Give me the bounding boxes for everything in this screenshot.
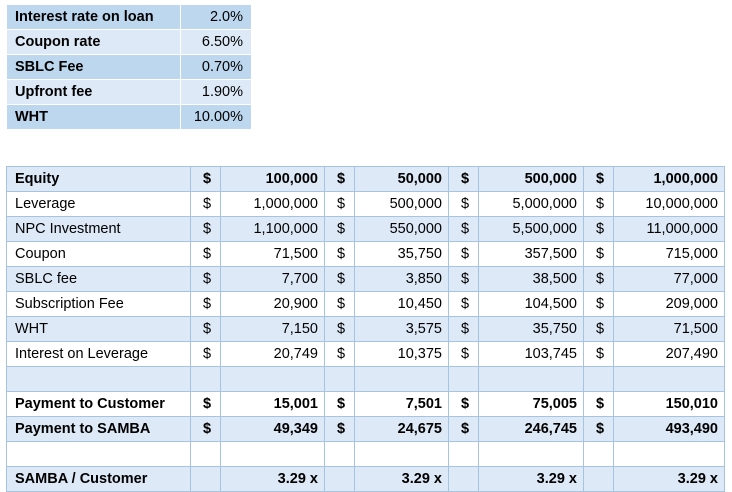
spacer-row [7, 442, 725, 467]
value-cell: 357,500 [479, 242, 584, 267]
param-label: Coupon rate [7, 30, 181, 55]
value-cell: 10,450 [355, 292, 449, 317]
value-cell: 1,000,000 [614, 167, 725, 192]
param-row [7, 80, 252, 105]
empty-cell [7, 442, 191, 467]
row-label: Coupon [7, 242, 191, 267]
param-row [7, 55, 252, 80]
empty-cell [614, 367, 725, 392]
table-row [7, 167, 725, 192]
param-value: 6.50% [181, 30, 252, 55]
table-row [7, 467, 725, 492]
param-value: 10.00% [181, 105, 252, 130]
loan-parameters-table [6, 4, 252, 130]
currency-symbol: $ [449, 292, 479, 317]
value-cell: 10,375 [355, 342, 449, 367]
value-cell: 3.29 x [479, 467, 584, 492]
row-label: Payment to SAMBA [7, 417, 191, 442]
value-cell: 7,501 [355, 392, 449, 417]
currency-symbol: $ [449, 192, 479, 217]
currency-symbol: $ [325, 192, 355, 217]
value-cell: 71,500 [614, 317, 725, 342]
currency-symbol [584, 467, 614, 492]
value-cell: 493,490 [614, 417, 725, 442]
table-row [7, 392, 725, 417]
param-label: SBLC Fee [7, 55, 181, 80]
row-label: WHT [7, 317, 191, 342]
currency-symbol: $ [325, 342, 355, 367]
currency-symbol: $ [325, 317, 355, 342]
empty-cell [221, 442, 325, 467]
value-cell: 75,005 [479, 392, 584, 417]
value-cell: 246,745 [479, 417, 584, 442]
spacer-row [7, 367, 725, 392]
empty-cell [221, 367, 325, 392]
param-value: 0.70% [181, 55, 252, 80]
value-cell: 104,500 [479, 292, 584, 317]
empty-cell [614, 442, 725, 467]
currency-symbol: $ [449, 267, 479, 292]
row-label: Equity [7, 167, 191, 192]
value-cell: 209,000 [614, 292, 725, 317]
value-cell: 5,500,000 [479, 217, 584, 242]
row-label: Payment to Customer [7, 392, 191, 417]
row-label: SBLC fee [7, 267, 191, 292]
param-value: 2.0% [181, 5, 252, 30]
investment-scenarios-table [6, 166, 725, 492]
currency-symbol: $ [584, 217, 614, 242]
currency-symbol: $ [584, 242, 614, 267]
empty-cell [449, 442, 479, 467]
param-row [7, 30, 252, 55]
currency-symbol: $ [191, 392, 221, 417]
table-row [7, 267, 725, 292]
empty-cell [479, 442, 584, 467]
empty-cell [325, 367, 355, 392]
currency-symbol: $ [325, 217, 355, 242]
value-cell: 24,675 [355, 417, 449, 442]
value-cell: 207,490 [614, 342, 725, 367]
currency-symbol: $ [449, 217, 479, 242]
currency-symbol: $ [584, 392, 614, 417]
table-row [7, 417, 725, 442]
empty-cell [191, 367, 221, 392]
row-label: SAMBA / Customer [7, 467, 191, 492]
value-cell: 5,000,000 [479, 192, 584, 217]
value-cell: 50,000 [355, 167, 449, 192]
table-row [7, 292, 725, 317]
value-cell: 20,749 [221, 342, 325, 367]
currency-symbol: $ [449, 317, 479, 342]
currency-symbol: $ [191, 292, 221, 317]
value-cell: 11,000,000 [614, 217, 725, 242]
value-cell: 1,000,000 [221, 192, 325, 217]
empty-cell [325, 442, 355, 467]
currency-symbol: $ [584, 192, 614, 217]
value-cell: 7,700 [221, 267, 325, 292]
value-cell: 550,000 [355, 217, 449, 242]
currency-symbol: $ [325, 292, 355, 317]
value-cell: 38,500 [479, 267, 584, 292]
currency-symbol: $ [584, 317, 614, 342]
value-cell: 10,000,000 [614, 192, 725, 217]
param-label: WHT [7, 105, 181, 130]
empty-cell [7, 367, 191, 392]
empty-cell [191, 442, 221, 467]
value-cell: 49,349 [221, 417, 325, 442]
currency-symbol: $ [191, 417, 221, 442]
value-cell: 3,850 [355, 267, 449, 292]
currency-symbol: $ [325, 167, 355, 192]
currency-symbol: $ [191, 317, 221, 342]
value-cell: 150,010 [614, 392, 725, 417]
currency-symbol: $ [325, 392, 355, 417]
currency-symbol: $ [449, 167, 479, 192]
currency-symbol: $ [191, 342, 221, 367]
currency-symbol: $ [584, 342, 614, 367]
currency-symbol: $ [584, 292, 614, 317]
currency-symbol: $ [325, 242, 355, 267]
currency-symbol: $ [449, 242, 479, 267]
currency-symbol: $ [191, 192, 221, 217]
value-cell: 35,750 [355, 242, 449, 267]
currency-symbol: $ [325, 417, 355, 442]
param-value: 1.90% [181, 80, 252, 105]
empty-cell [355, 442, 449, 467]
value-cell: 3.29 x [355, 467, 449, 492]
value-cell: 3.29 x [221, 467, 325, 492]
currency-symbol: $ [449, 342, 479, 367]
currency-symbol: $ [584, 167, 614, 192]
empty-cell [584, 442, 614, 467]
value-cell: 3.29 x [614, 467, 725, 492]
param-label: Interest rate on loan [7, 5, 181, 30]
table-row [7, 192, 725, 217]
value-cell: 715,000 [614, 242, 725, 267]
table-row [7, 342, 725, 367]
currency-symbol [325, 467, 355, 492]
currency-symbol [449, 467, 479, 492]
value-cell: 100,000 [221, 167, 325, 192]
value-cell: 15,001 [221, 392, 325, 417]
value-cell: 500,000 [355, 192, 449, 217]
empty-cell [584, 367, 614, 392]
table-row [7, 242, 725, 267]
row-label: NPC Investment [7, 217, 191, 242]
currency-symbol: $ [584, 267, 614, 292]
empty-cell [355, 367, 449, 392]
currency-symbol: $ [191, 167, 221, 192]
currency-symbol: $ [449, 392, 479, 417]
value-cell: 35,750 [479, 317, 584, 342]
currency-symbol: $ [191, 217, 221, 242]
value-cell: 500,000 [479, 167, 584, 192]
row-label: Leverage [7, 192, 191, 217]
param-row [7, 5, 252, 30]
currency-symbol: $ [191, 267, 221, 292]
currency-symbol: $ [584, 417, 614, 442]
empty-cell [479, 367, 584, 392]
table-row [7, 217, 725, 242]
currency-symbol: $ [325, 267, 355, 292]
value-cell: 20,900 [221, 292, 325, 317]
empty-cell [449, 367, 479, 392]
value-cell: 1,100,000 [221, 217, 325, 242]
currency-symbol: $ [191, 242, 221, 267]
row-label: Interest on Leverage [7, 342, 191, 367]
row-label: Subscription Fee [7, 292, 191, 317]
value-cell: 77,000 [614, 267, 725, 292]
param-label: Upfront fee [7, 80, 181, 105]
currency-symbol [191, 467, 221, 492]
table-row [7, 317, 725, 342]
value-cell: 3,575 [355, 317, 449, 342]
value-cell: 71,500 [221, 242, 325, 267]
param-row [7, 105, 252, 130]
value-cell: 7,150 [221, 317, 325, 342]
currency-symbol: $ [449, 417, 479, 442]
value-cell: 103,745 [479, 342, 584, 367]
